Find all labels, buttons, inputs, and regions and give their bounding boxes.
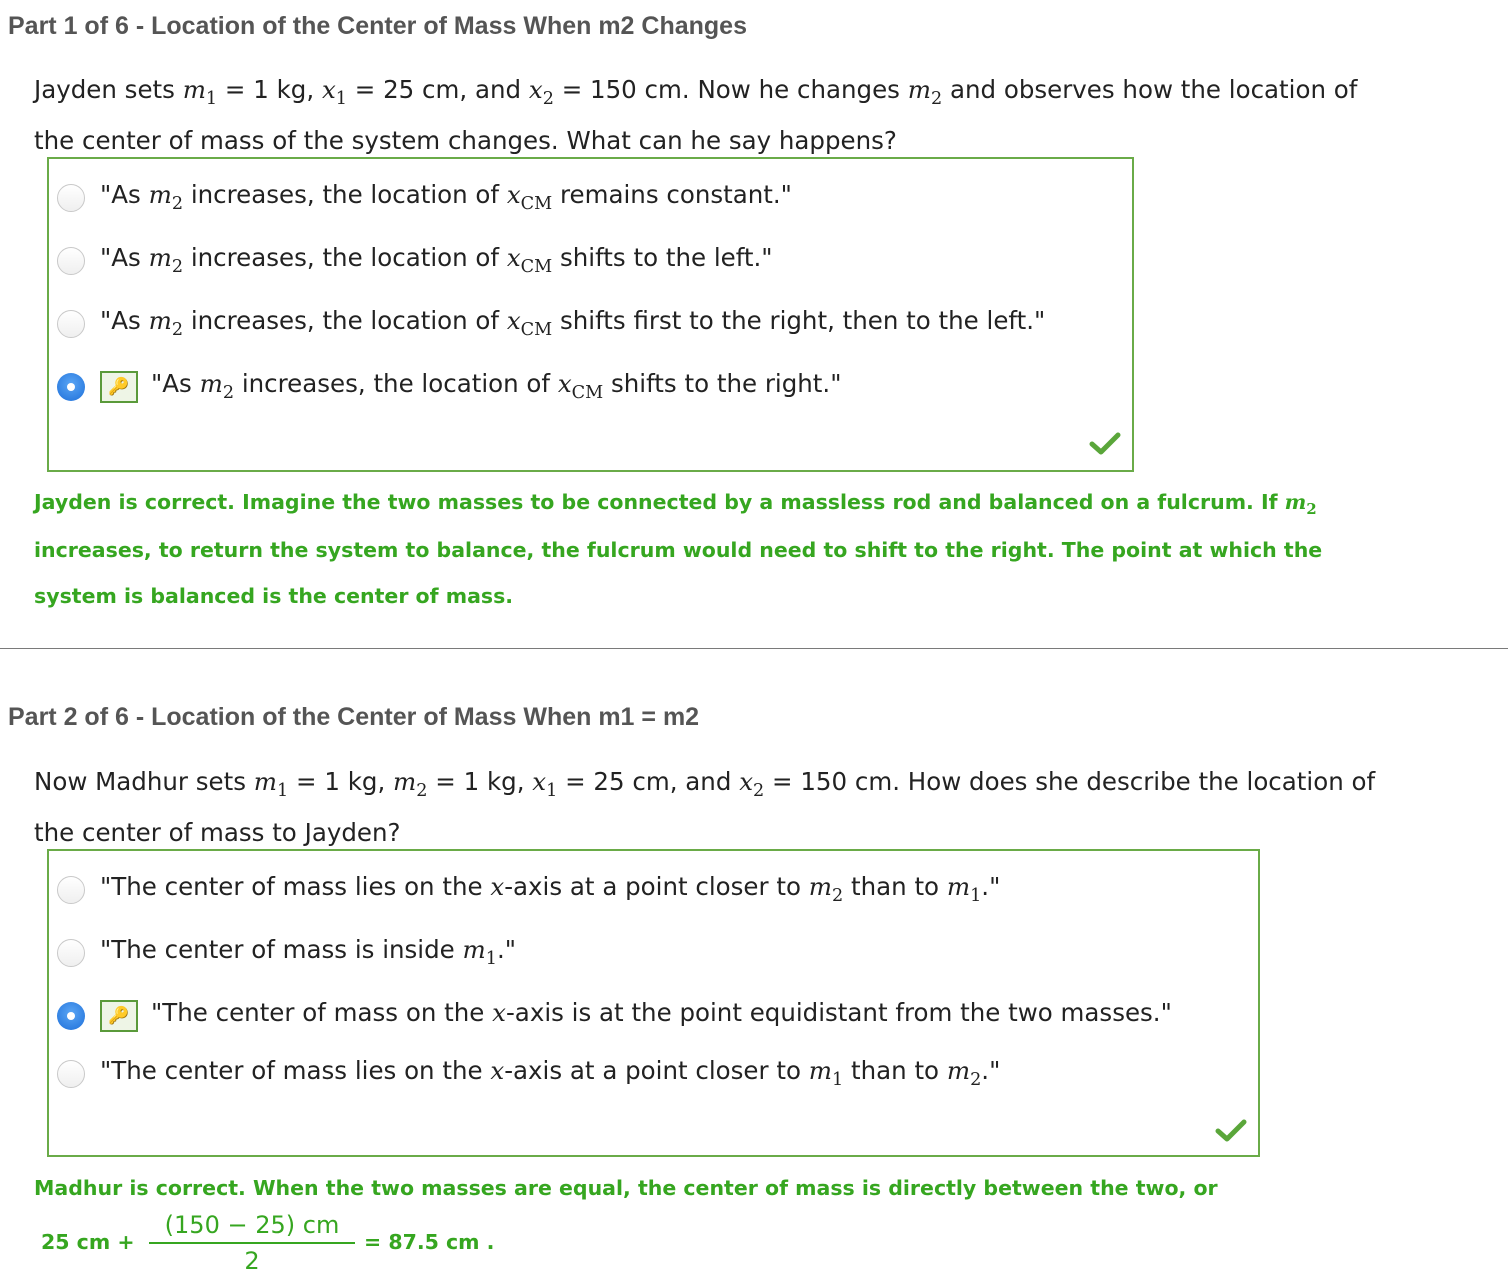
part1-answer-box bbox=[47, 157, 1134, 472]
option-text: "The center of mass lies on the x-axis at a point closer to $m_2$ than to $m_1$." bbox=[100, 872, 1001, 907]
key-icon[interactable]: 🔑 bbox=[100, 371, 138, 403]
equation-right: = 87.5 cm . bbox=[364, 1230, 495, 1254]
part1-feedback-line1: Jayden is correct. Imagine the two masses to be connected by a massless rod and balanced on a fulcrum. If $m_2$ bbox=[34, 490, 1317, 519]
option-text: "The center of mass on the x-axis is at the point equidistant from the two masses." bbox=[151, 998, 1172, 1027]
option-text: "As $m_2$ increases, the location of $x_{CM}$ remains constant." bbox=[100, 180, 792, 215]
part1-feedback-line2: increases, to return the system to balance, the fulcrum would need to shift to the right. The point at which the bbox=[34, 538, 1323, 562]
part2-title: Part 2 of 6 - Location of the Center of Mass When m1 = m2 bbox=[8, 703, 700, 731]
part1-question-line2: the center of mass of the system changes. What can he say happens? bbox=[34, 126, 897, 155]
radio-button[interactable] bbox=[57, 247, 85, 275]
key-icon[interactable]: 🔑 bbox=[100, 1000, 138, 1032]
part2-question bbox=[34, 758, 1375, 857]
part2-feedback bbox=[34, 1176, 1218, 1200]
option-text: "As $m_2$ increases, the location of $x_{CM}$ shifts first to the right, then to the left." bbox=[100, 306, 1046, 341]
part2-feedback-line1: Madhur is correct. When the two masses are equal, the center of mass is directly between the two, or bbox=[34, 1176, 1218, 1200]
equation-left: 25 cm + bbox=[41, 1230, 135, 1254]
radio-button[interactable] bbox=[57, 1060, 85, 1088]
radio-button[interactable] bbox=[57, 876, 85, 904]
option-text: "The center of mass lies on the x-axis at a point closer to $m_1$ than to $m_2$." bbox=[100, 1056, 1001, 1091]
radio-button-selected[interactable] bbox=[57, 1002, 85, 1030]
fraction-bar bbox=[149, 1242, 355, 1244]
checkmark-icon bbox=[1215, 1118, 1247, 1142]
option-text: "The center of mass is inside $m_1$." bbox=[100, 935, 517, 970]
radio-button[interactable] bbox=[57, 310, 85, 338]
option-text: "As $m_2$ increases, the location of $x_{CM}$ shifts to the right." bbox=[151, 369, 842, 404]
part1-question-line1: Jayden sets $m_1 = 1$ kg, $x_1 = 25$ cm, and $x_2 = 150$ cm. Now he changes $m_2$ and observes how the location of bbox=[34, 75, 1358, 110]
part1-feedback-line3: system is balanced is the center of mass. bbox=[34, 584, 514, 608]
part1-feedback bbox=[34, 490, 1322, 608]
radio-button-selected[interactable] bbox=[57, 373, 85, 401]
part2-question-line1: Now Madhur sets $m_1 = 1$ kg, $m_2 = 1$ kg, $x_1 = 25$ cm, and $x_2 = 150$ cm. How does she describe the location of bbox=[34, 767, 1376, 802]
part2-question-line2: the center of mass to Jayden? bbox=[34, 818, 401, 847]
radio-button[interactable] bbox=[57, 184, 85, 212]
part1-question bbox=[34, 66, 1357, 165]
part2-answer-box bbox=[47, 849, 1260, 1157]
section-divider bbox=[0, 648, 1508, 649]
part1-title: Part 1 of 6 - Location of the Center of Mass When m2 Changes bbox=[8, 12, 747, 40]
fraction-numerator: (150 − 25) cm bbox=[164, 1211, 340, 1239]
equation-fraction bbox=[149, 1211, 355, 1275]
checkmark-icon bbox=[1089, 431, 1121, 455]
fraction-denominator: 2 bbox=[244, 1247, 260, 1275]
radio-button[interactable] bbox=[57, 939, 85, 967]
option-text: "As $m_2$ increases, the location of $x_{CM}$ shifts to the left." bbox=[100, 243, 773, 278]
